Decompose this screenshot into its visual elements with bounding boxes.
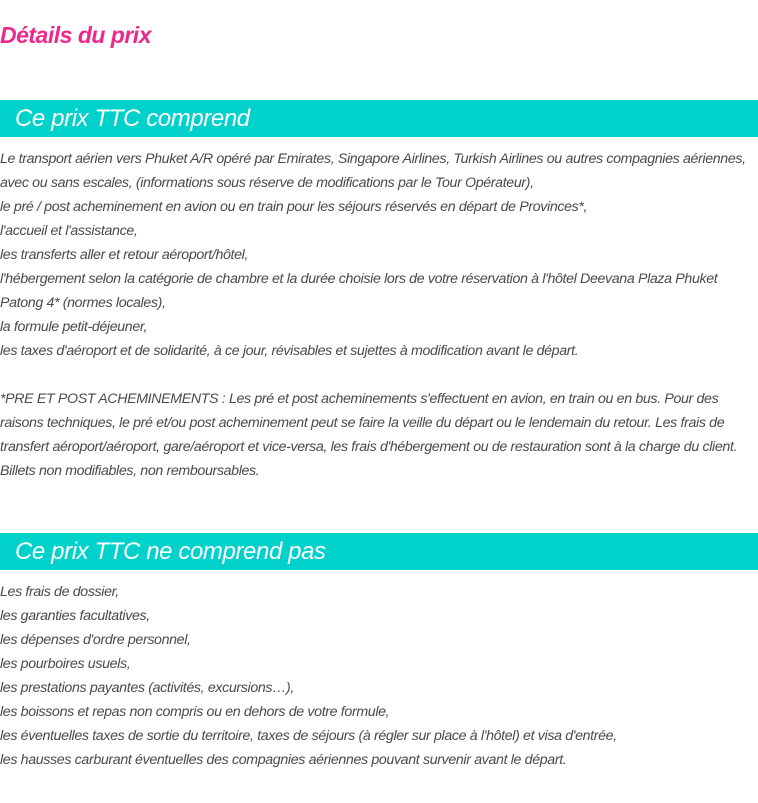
transfer-note	[0, 387, 758, 483]
excluded-item: les dépenses d'ordre personnel,	[0, 632, 191, 648]
included-section-heading: Ce prix TTC comprend	[15, 105, 250, 132]
included-item: les transferts aller et retour aéroport/hôtel,	[0, 247, 249, 263]
excluded-item: les pourboires usuels,	[0, 656, 131, 672]
excluded-item: Les frais de dossier,	[0, 584, 119, 600]
excluded-items-list	[0, 580, 758, 772]
excluded-section-banner	[0, 533, 758, 570]
excluded-item: les boissons et repas non compris ou en dehors de votre formule,	[0, 704, 390, 720]
included-section-banner	[0, 100, 758, 137]
excluded-item: les garanties facultatives,	[0, 608, 150, 624]
excluded-section-heading: Ce prix TTC ne comprend pas	[15, 538, 326, 565]
page-title: Détails du prix	[0, 22, 151, 48]
excluded-item: les prestations payantes (activités, excursions…),	[0, 680, 294, 696]
included-item: Le transport aérien vers Phuket A/R opéré par Emirates, Singapore Airlines, Turkish Airlines ou autres compagnies aériennes, avec ou sans escales, (informations sous réserve de modifications par le Tour Opérateur),	[0, 151, 746, 191]
included-item: l'accueil et l'assistance,	[0, 223, 138, 239]
included-item: les taxes d'aéroport et de solidarité, à ce jour, révisables et sujettes à modification avant le départ.	[0, 343, 579, 359]
excluded-item: les éventuelles taxes de sortie du territoire, taxes de séjours (à régler sur place à l'hôtel) et visa d'entrée,	[0, 728, 617, 744]
included-items-list	[0, 147, 758, 363]
included-item: le pré / post acheminement en avion ou en train pour les séjours réservés en départ de Provinces*,	[0, 199, 588, 215]
transfer-note-text: *PRE ET POST ACHEMINEMENTS : Les pré et post acheminements s'effectuent en avion, en train ou en bus. Pour des raisons techniques, le pré et/ou post acheminement peut se faire la veille du départ ou le lendemain du retour. Les frais de transfert aéroport/aéroport, gare/aéroport et vice-versa, les frais d'hébergement ou de restauration sont à la charge du client. Billets non modifiables, non remboursables.	[0, 391, 738, 479]
excluded-item: les hausses carburant éventuelles des compagnies aériennes pouvant survenir avant le départ.	[0, 752, 567, 768]
included-item: la formule petit-déjeuner,	[0, 319, 148, 335]
included-item: l'hébergement selon la catégorie de chambre et la durée choisie lors de votre réservation à l'hôtel Deevana Plaza Phuket Patong 4* (normes locales),	[0, 271, 718, 311]
